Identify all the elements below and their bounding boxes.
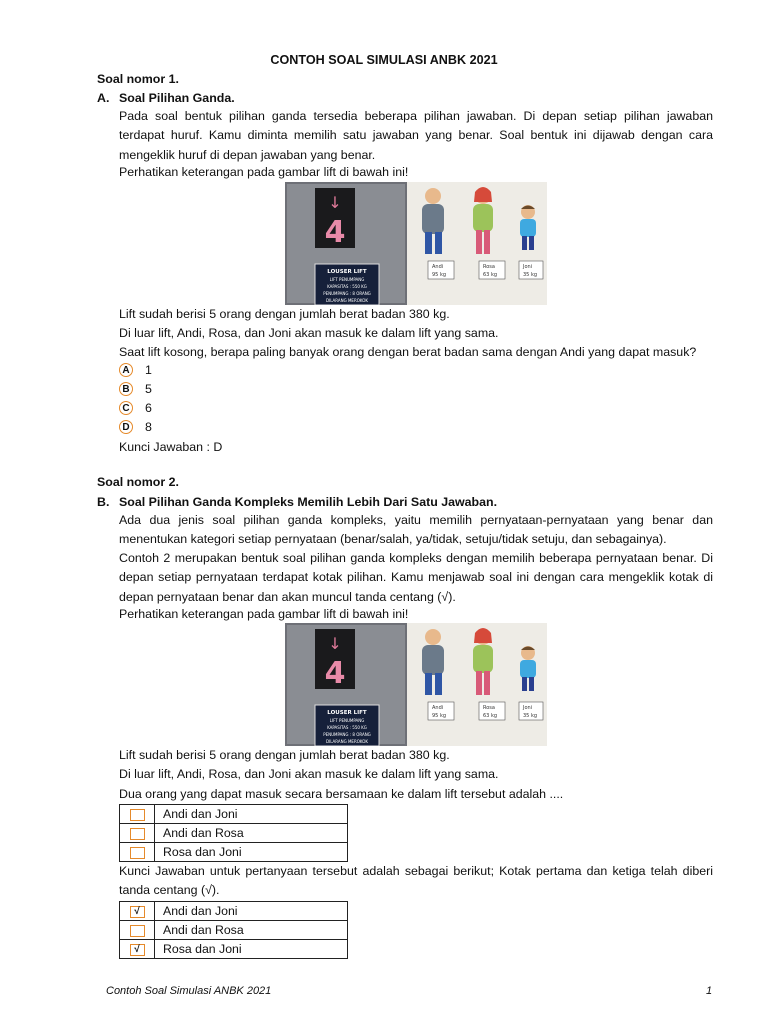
choice-row[interactable]	[120, 824, 348, 843]
question-1-prompt: Saat lift kosong, berapa paling banyak orang dengan berat badan sama dengan Andi yang dapat masuk?	[119, 345, 697, 359]
choice-label: Andi dan Rosa	[155, 824, 348, 843]
svg-text:Joni: Joni	[523, 264, 533, 270]
lift-figure-1	[285, 182, 547, 305]
question-2-choices-table	[119, 804, 348, 862]
svg-text:DILARANG MEROKOK: DILARANG MEROKOK	[325, 298, 369, 303]
choice-label: Rosa dan Joni	[155, 843, 348, 862]
question-2-look: Perhatikan keterangan pada gambar lift di bawah ini!	[119, 607, 409, 621]
question-2-answer-key-table	[119, 901, 348, 959]
choice-checkbox-1[interactable]	[130, 809, 145, 821]
answer-row	[120, 940, 348, 959]
footer-text: Contoh Soal Simulasi ANBK 2021	[106, 985, 272, 997]
question-2-number: Soal nomor 2.	[97, 475, 179, 489]
lift-sign-title-2: LOUSER LIFT	[327, 710, 367, 716]
svg-text:LIFT PENUMPANG: LIFT PENUMPANG	[329, 277, 365, 282]
question-1-letter: A.	[97, 91, 110, 105]
svg-text:PENUMPANG : 8 ORANG: PENUMPANG : 8 ORANG	[323, 291, 371, 296]
question-1-number: Soal nomor 1.	[97, 72, 179, 86]
question-2-stem-1: Lift sudah berisi 5 orang dengan jumlah berat badan 380 kg.	[119, 748, 450, 762]
svg-text:63 kg: 63 kg	[483, 713, 498, 719]
svg-text:LIFT PENUMPANG: LIFT PENUMPANG	[329, 718, 365, 723]
answer-label: Andi dan Joni	[155, 902, 348, 921]
question-2-letter: B.	[97, 495, 110, 509]
choice-row[interactable]	[120, 805, 348, 824]
svg-text:KAPASITAS : 550 KG: KAPASITAS : 550 KG	[327, 284, 367, 289]
question-2-intro-1: Ada dua jenis soal pilihan ganda kompleks, yaitu memilih pernyataan-pernyataan yang benar dan menentukan kategori setiap pernyataan (benar/salah, ya/tidak, setuju/tidak setuju, dan sebagainya).	[119, 513, 713, 547]
answer-row	[120, 902, 348, 921]
answer-checkbox-3: √	[130, 944, 145, 956]
svg-text:Joni: Joni	[523, 705, 533, 711]
svg-text:↓: ↓	[328, 634, 342, 653]
question-2-heading	[97, 495, 497, 509]
choice-label: Andi dan Joni	[155, 805, 348, 824]
option-b-value: 5	[145, 382, 152, 396]
answer-checkbox-1: √	[130, 906, 145, 918]
option-b[interactable]	[119, 380, 152, 398]
svg-text:↓: ↓	[328, 193, 342, 212]
svg-text:95 kg: 95 kg	[432, 713, 447, 719]
svg-text:Andi: Andi	[432, 705, 444, 711]
answer-label: Andi dan Rosa	[155, 921, 348, 940]
question-1-heading	[97, 91, 235, 105]
svg-text:PENUMPANG : 8 ORANG: PENUMPANG : 8 ORANG	[323, 732, 371, 737]
lift-illustration-2	[285, 623, 547, 746]
option-a-value: 1	[145, 363, 152, 377]
lift-floor-number-2: 4	[324, 656, 346, 691]
question-2-heading-text: Soal Pilihan Ganda Kompleks Memilih Lebih Dari Satu Jawaban.	[119, 495, 498, 509]
svg-text:KAPASITAS : 550 KG: KAPASITAS : 550 KG	[327, 725, 367, 730]
svg-text:35 kg: 35 kg	[523, 713, 538, 719]
option-a-letter[interactable]: A	[119, 363, 133, 377]
option-c-value: 6	[145, 401, 152, 415]
choice-row[interactable]	[120, 843, 348, 862]
option-d-letter[interactable]: D	[119, 420, 133, 434]
question-1-intro: Pada soal bentuk pilihan ganda tersedia beberapa pilihan jawaban. Di depan setiap pilihan jawaban terdapat huruf. Kamu diminta memilih satu jawaban yang benar. Soal bentuk ini dijawab dengan cara mengeklik huruf di depan jawaban yang benar.	[119, 109, 713, 162]
option-c-letter[interactable]: C	[119, 401, 133, 415]
choice-checkbox-2[interactable]	[130, 828, 145, 840]
lift-floor-number-1: 4	[324, 215, 346, 250]
svg-text:63 kg: 63 kg	[483, 272, 498, 278]
lift-illustration-1	[285, 182, 547, 305]
option-d[interactable]	[119, 418, 152, 436]
lift-sign-title-1: LOUSER LIFT	[327, 269, 367, 275]
option-d-value: 8	[145, 420, 152, 434]
question-2-stem-2: Di luar lift, Andi, Rosa, dan Joni akan masuk ke dalam lift yang sama.	[119, 767, 499, 781]
page-title: CONTOH SOAL SIMULASI ANBK 2021	[270, 53, 498, 67]
page-number: 1	[706, 985, 713, 997]
question-1-stem-1: Lift sudah berisi 5 orang dengan jumlah berat badan 380 kg.	[119, 307, 450, 321]
lift-figure-2	[285, 623, 547, 746]
svg-text:Rosa: Rosa	[483, 705, 495, 711]
choice-checkbox-3[interactable]	[130, 847, 145, 859]
question-1-stem-2: Di luar lift, Andi, Rosa, dan Joni akan masuk ke dalam lift yang sama.	[119, 326, 499, 340]
answer-row	[120, 921, 348, 940]
svg-text:35 kg: 35 kg	[523, 272, 538, 278]
answer-checkbox-2	[130, 925, 145, 937]
svg-text:DILARANG MEROKOK: DILARANG MEROKOK	[325, 739, 369, 744]
question-2-answer-key-text: Kunci Jawaban untuk pertanyaan tersebut adalah sebagai berikut; Kotak pertama dan ketiga telah diberi tanda centang (√).	[119, 864, 713, 898]
svg-text:Andi: Andi	[432, 264, 444, 270]
option-c[interactable]	[119, 399, 152, 417]
question-2-intro-2: Contoh 2 merupakan bentuk soal pilihan ganda kompleks dengan memilih beberapa pernyataan benar. Di depan setiap pernyataan terdapat kotak pilihan. Kamu menjawab soal ini dengan cara mengeklik kotak di depan pernyataan benar dan akan muncul tanda centang (√).	[119, 551, 713, 604]
question-1-heading-text: Soal Pilihan Ganda.	[119, 91, 235, 105]
option-b-letter[interactable]: B	[119, 382, 133, 396]
question-2-prompt: Dua orang yang dapat masuk secara bersamaan ke dalam lift tersebut adalah ....	[119, 787, 564, 801]
option-a[interactable]	[119, 361, 152, 379]
svg-text:Rosa: Rosa	[483, 264, 495, 270]
question-1-answer-key: Kunci Jawaban : D	[119, 440, 223, 454]
svg-text:95 kg: 95 kg	[432, 272, 447, 278]
answer-label: Rosa dan Joni	[155, 940, 348, 959]
question-1-look: Perhatikan keterangan pada gambar lift di bawah ini!	[119, 165, 409, 179]
